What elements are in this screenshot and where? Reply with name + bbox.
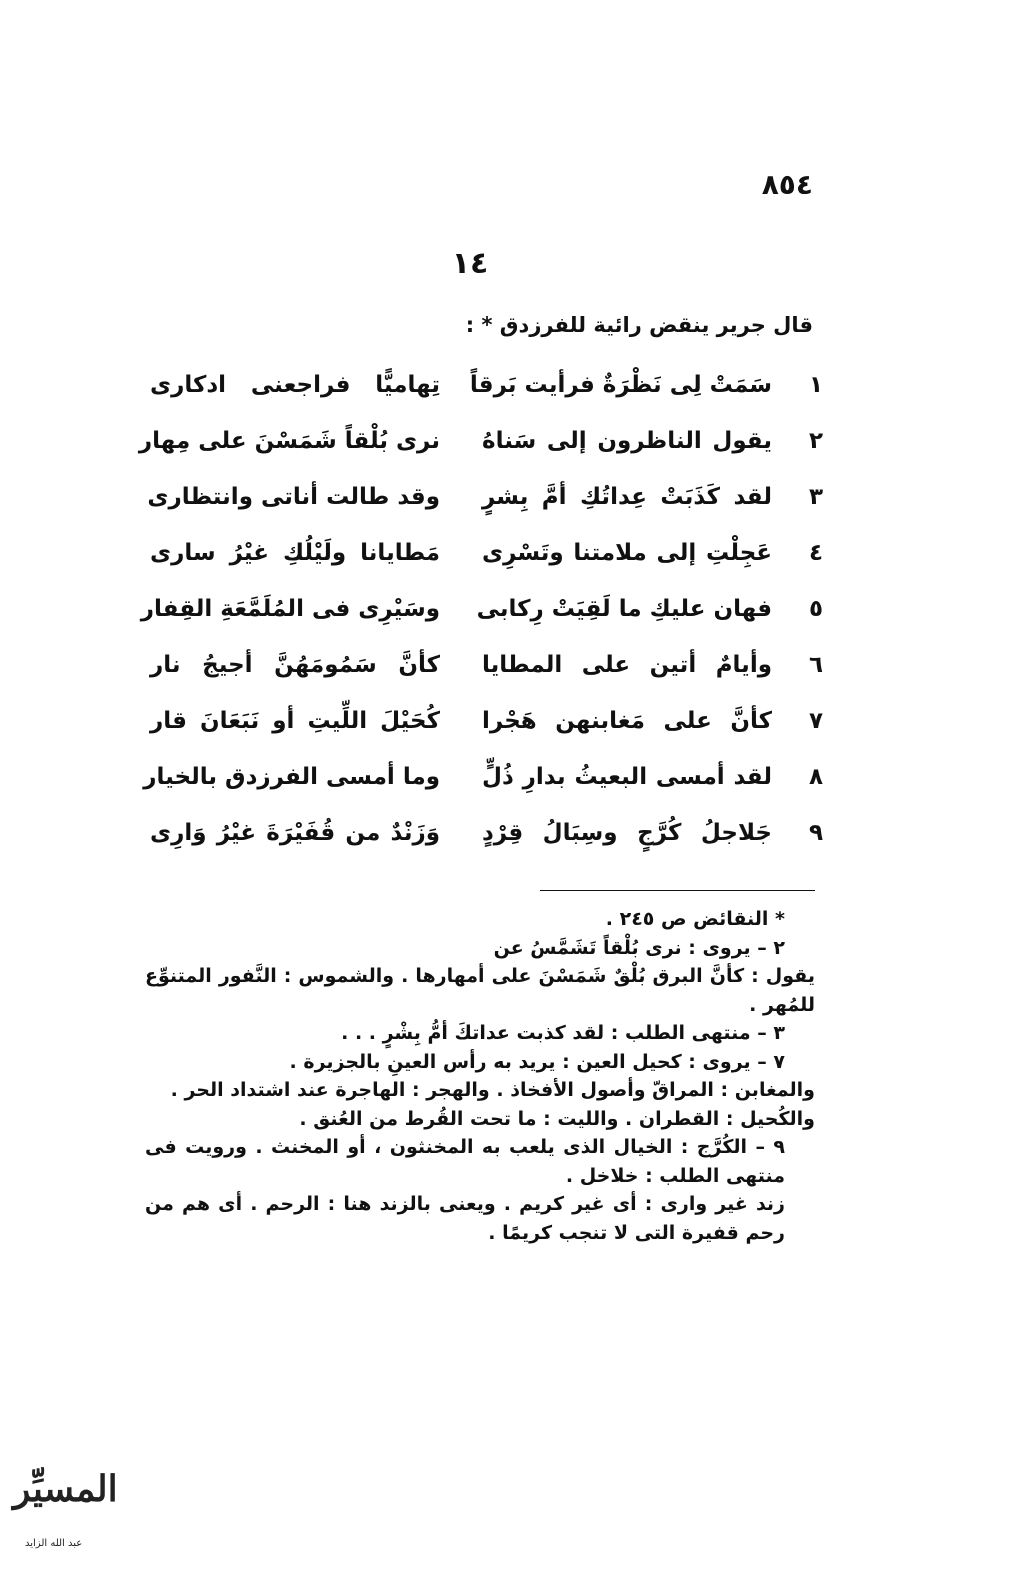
footnote: والكُحيل : القطران . والليت : ما تحت القُرط من العُنق . xyxy=(299,1107,815,1130)
verse-number: ٤ xyxy=(808,540,824,566)
stamp-calligraphy: المسيِّر xyxy=(13,1468,118,1510)
verse-second-hemistich: كُحَيْلَ اللِّيتِ أو نَبَعَانَ قار xyxy=(150,708,440,734)
verse-second-hemistich: مَطايانا ولَيْلُكِ غيْرُ سارى xyxy=(150,540,440,566)
verse xyxy=(150,642,830,698)
poem-intro: قال جرير ينقض رائية للفرزدق * : xyxy=(465,313,813,337)
verse-number: ٩ xyxy=(808,820,824,846)
footnote: ٧ – يروى : كحيل العين : يريد به رأس العينِ بالجزيرة . xyxy=(289,1050,785,1073)
footnote: ٣ – منتهى الطلب : لقد كذبت عداتكَ أمُّ بِشْرٍ . . . xyxy=(341,1022,785,1044)
verse-second-hemistich: وسَيْرِى فى المُلَمَّعَةِ القِفار xyxy=(140,596,440,622)
verse-number: ٨ xyxy=(808,764,824,790)
verse xyxy=(140,586,830,642)
verse-first-hemistich: عَجِلْتِ إلى ملامتنا وتَسْرِى xyxy=(482,540,772,566)
footnote-divider xyxy=(540,890,815,891)
library-stamp-logo xyxy=(5,1460,125,1570)
verse xyxy=(150,810,830,866)
footnote: والمغابن : المراقّ وأصول الأفخاذ . والهجر : الهاجرة عند اشتداد الحر . xyxy=(170,1079,815,1101)
verse-number: ٥ xyxy=(808,596,824,622)
verse-first-hemistich: كأنَّ على مَغابنهن هَجْرا xyxy=(482,708,772,734)
verse-number: ٢ xyxy=(808,428,824,454)
verse-first-hemistich: وأيامٌ أتين على المطايا xyxy=(482,652,772,678)
verse-second-hemistich: كأنَّ سَمُومَهُنَّ أجيجُ نار xyxy=(150,652,440,678)
verse xyxy=(138,418,830,474)
verse xyxy=(147,474,830,530)
verse xyxy=(150,698,830,754)
verse-first-hemistich: لقد كَذَبَتْ عِداتُكِ أمَّ بِشرٍ xyxy=(482,484,772,510)
footnotes xyxy=(145,905,815,1247)
verse-first-hemistich: يقول الناظرون إلى سَناهُ xyxy=(482,428,772,454)
verse-first-hemistich: سَمَتْ لِى نَظْرَةٌ فرأيت بَرقاً xyxy=(469,372,772,398)
verse-second-hemistich: وقد طالت أناتى وانتظارى xyxy=(147,484,440,510)
verse-number: ١ xyxy=(808,372,824,398)
verse-number: ٣ xyxy=(808,484,824,510)
verse xyxy=(150,362,830,418)
footnote: زند غير وارى : أى غير كريم . ويعنى بالزند هنا : الرحم . أى هم من رحم قفيرة التى لا تنجب كريمًا . xyxy=(145,1193,785,1244)
verse-second-hemistich: وما أمسى الفرزدق بالخيار xyxy=(143,764,440,790)
footnote: ٢ – يروى : نرى بُلْقاً تَشَمَّسُ عن xyxy=(493,936,785,959)
verse-number: ٦ xyxy=(808,652,824,678)
verse-first-hemistich: لقد أمسى البعيثُ بدارِ ذُلٍّ xyxy=(482,764,772,790)
stamp-subtext: عبد الله الزايد xyxy=(25,1538,83,1549)
verse-number: ٧ xyxy=(808,708,824,734)
verse-list xyxy=(138,362,830,866)
poem-number: ١٤ xyxy=(451,246,489,281)
verse xyxy=(143,754,830,810)
verse-second-hemistich: نرى بُلْقاً شَمَسْنَ على مِهار xyxy=(138,428,440,454)
verse xyxy=(150,530,830,586)
footnote: يقول : كأنَّ البرق بُلْقٌ شَمَسْنَ على أمهارها . والشموس : النَّفور المتنوِّع للمُهر . xyxy=(145,965,815,1016)
footnote: * النقائض ص ٢٤٥ . xyxy=(605,908,785,930)
verse-first-hemistich: جَلاجلُ كُرَّجٍ وسِبَالُ قِرْدٍ xyxy=(482,820,772,846)
page-number: ٨٥٤ xyxy=(761,168,813,201)
verse-second-hemistich: وَزَنْدٌ من قُفَيْرَةَ غيْرُ وَارِى xyxy=(150,820,440,846)
verse-second-hemistich: تِهاميًّا فراجعنى ادكارى xyxy=(150,372,440,398)
verse-first-hemistich: فهان عليكِ ما لَقِيَتْ رِكابى xyxy=(476,596,772,622)
footnote: ٩ – الكُرَّج : الخيال الذى يلعب به المخنثون ، أو المخنث . ورويت فى منتهى الطلب : خلاخل . xyxy=(145,1136,785,1187)
